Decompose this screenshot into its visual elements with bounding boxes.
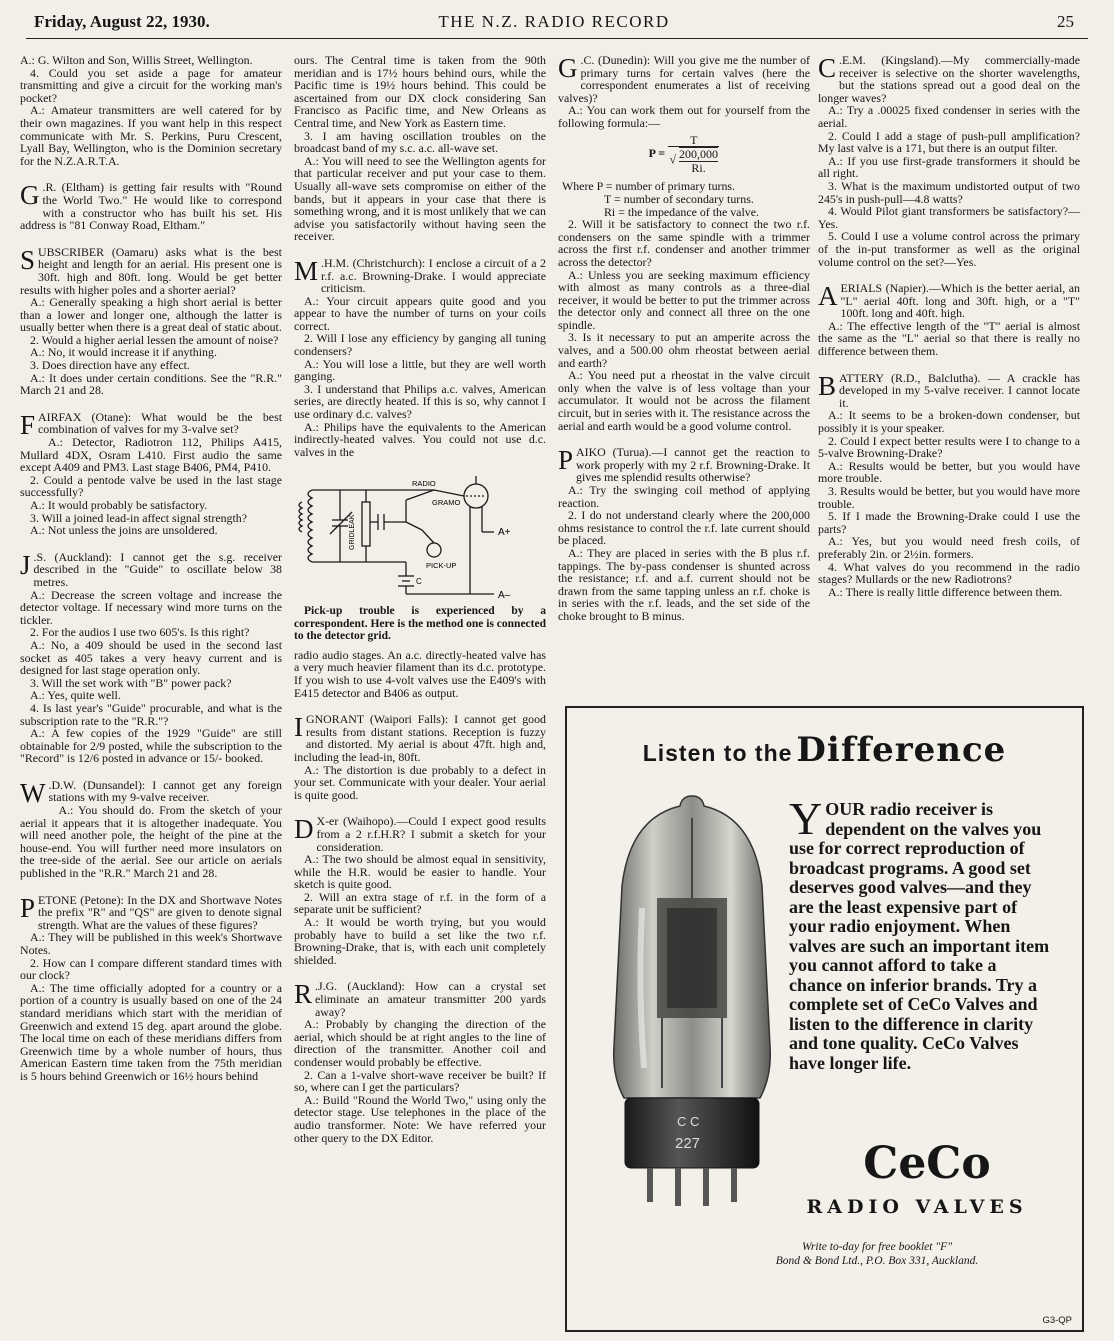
booklet-offer [717, 1240, 1037, 1268]
letter-text: ETONE (Petone): In the DX and Shortwave Notes the prefix "R" and "QS" are given to denote signal strength. What are the values of these figures? [38, 892, 282, 932]
question: 2. Would a higher aerial lessen the amount of noise? [30, 332, 279, 347]
letter-text: .H.M. (Christchurch): I enclose a circuit of a 2 r.f. a.c. Browning-Drake. I would appreciate criticism. [321, 255, 546, 296]
question: 3. Is it necessary to put an amperite across the valves, and a 500.00 ohm rheostat between aerial and earth? [558, 330, 810, 370]
answer: A.: Try the swinging coil method of applying reaction. [558, 483, 810, 510]
battery-entry [818, 372, 1080, 599]
pickup-label: PICK-UP [426, 561, 457, 571]
base-marking: C C [677, 1114, 700, 1129]
question: 3. Results would be better, but you would have more trouble. [818, 484, 1080, 511]
drop-cap: I [294, 712, 303, 743]
subscriber-entry [20, 246, 282, 397]
question: 4. What valves do you recommend in the radio stages? Mullards or the new Radiotrons? [818, 559, 1080, 587]
wilton-entry [20, 54, 282, 167]
js-entry [20, 551, 282, 765]
letter-text: AIRFAX (Otane): What would be the best combination of valves for my 3-valve set? [38, 409, 282, 437]
drop-cap: J [20, 549, 31, 580]
drop-cap: A [818, 281, 838, 312]
question: 4. Could you set aside a page for amateur transmitting and give a circuit for the working man's pocket? [20, 65, 282, 105]
column-3 [558, 54, 810, 623]
question: 3. Does direction have any effect. [30, 358, 190, 373]
drop-cap: P [558, 445, 574, 476]
answer-continued: ours. The Central time is taken from the 90th meridian and is 17½ hours behind ours, while the Pacific time is 19½ hours behind. This could be ascertained from our DX clock considering San Francisco as Pacific time, and New Orleans as Central time, and New York as Eastern time. [294, 53, 546, 130]
mhm-continued [294, 649, 546, 699]
question: 4. Is last year's "Guide" procurable, and what is the subscription rate to the "R.R."? [20, 700, 282, 728]
drop-cap: P [20, 892, 36, 923]
answer: A.: Yes, quite well. [30, 688, 121, 703]
formula-legend [558, 180, 810, 218]
circuit-diagram [294, 472, 546, 602]
question: 3. What is the maximum undistorted output of two 245's in push-pull—4.8 watts? [818, 178, 1080, 206]
ad-drop-cap: Y [789, 793, 823, 844]
gramo-label: GRAMO [432, 498, 461, 508]
legend-line: Ri = the impedance of the valve. [604, 204, 759, 219]
answer: A.: G. Wilton and Son, Willis Street, Wellington. [20, 53, 253, 67]
answer: A.: Detector, Radiotron 112, Philips A415, Mullard 4DX, Osram L410. First audio the same except A409 and PM3. Last stage B406, PM4, P410. [20, 435, 282, 475]
answer: A.: You will need to see the Wellington agents for that particular receiver and put your case to them. Usually all-wave sets compromise on either of the bands, but it appears in your case that there is something wrong, and it is most unlikely that we can advise you satisfactorily without having seen the receiver. [294, 153, 546, 244]
answer: A.: Amateur transmitters are well catered for by their own magazines. If you want help in this respect communicate with Mr. S. Perkins, Puru Crescent, Lyall Bay, Wellington, who is the Dominion secretary for the N.Z.A.R.T.A. [20, 103, 282, 168]
letter-text: ERIALS (Napier).—Which is the better aerial, an "L" aerial 40ft. long and 30ft. high, or a "T" 100ft. long and 40ft. high. [840, 281, 1080, 321]
answer: A.: Probably by changing the direction of the aerial, which should be at right angles to the line of direction of the transmitter. Another coil and condenser would probably be effective. [294, 1017, 546, 1069]
letter-text: .D.W. (Dunsandel): I cannot get any foreign stations with my 9-valve receiver. [48, 777, 282, 805]
column-4 [818, 54, 1080, 598]
question: 3. I am having oscillation troubles on the broadcast band of my s.c. a.c. all-wave set. [294, 128, 546, 156]
question: 2. For the audios I use two 605's. Is this right? [30, 625, 250, 640]
formula-lhs: P = [648, 145, 666, 160]
c-battery-label: C [416, 577, 422, 587]
question: 2. I do not understand clearly where the 200,000 ohms resistance to control the r.f. late current should be placed. [558, 508, 810, 548]
answer: A.: You need put a rheostat in the valve circuit only when the valve is of less voltage than your accumulator. It would not be across the filament circuit, but in series with it. The resistance across the aerial and earth would be a good volume control. [558, 368, 810, 433]
answer: A.: Not unless the joins are unsoldered. [30, 523, 218, 538]
pickup-circuit-figure [294, 472, 546, 642]
headline-listen: Listen to the [642, 740, 793, 766]
letter-text: .C. (Dunedin): Will you give me the number of primary turns for certain valves (here the correspondent enumerates a list of receiving valves)? [558, 53, 810, 105]
letter-text: .J.G. (Auckland): How can a crystal set eliminate an amateur transmitter 200 yards away? [315, 979, 546, 1019]
answer: A.: You will lose a little, but they are well worth ganging. [294, 356, 546, 384]
column-1 [20, 54, 282, 1083]
primary-turns-formula [558, 134, 810, 175]
answer: A.: The two should be almost equal in sensitivity, while the H.R. would be easier to handle. Your sketch is quite good. [294, 852, 546, 892]
question: 2. Could I expect better results were I to change to a 5-valve Browning-Drake? [818, 433, 1080, 461]
mhm-entry [294, 257, 546, 459]
address-line: Bond & Bond Ltd., P.O. Box 331, Auckland. [775, 1255, 979, 1267]
page-number: 25 [1057, 12, 1074, 31]
booklet-line: Write to-day for free booklet "F" [801, 1241, 953, 1253]
ad-body-copy [789, 793, 1051, 1073]
answer: A.: The distortion is due probably to a defect in your set. Communicate with your dealer. Your aerial is quite good. [294, 762, 546, 802]
answer: A.: It does under certain conditions. See the "R.R." March 21 and 28. [20, 370, 282, 398]
tuning-coil [308, 490, 312, 562]
answer: A.: It would be worth trying, but you would probably have to build a set like the two r.f. Browning-Drake, that is, with each unit completely shielded. [294, 915, 546, 967]
formula-numerator: T [668, 134, 719, 148]
letter-text: X-er (Waihopo).—Could I expect good results from a 2 r.f.H.R? I submit a sketch for your consideration. [316, 814, 546, 854]
answer: A.: No, a 409 should be used in the second last socket as 405 takes a very heavy current and is designed for last stage operation only. [20, 637, 282, 678]
drop-cap: F [20, 409, 36, 440]
letter-text: .R. (Eltham) is getting fair results with "Round the World Two." He would like to correspond with a constructor who has built his set. His address is "81 Conway Road, Eltham." [20, 180, 282, 233]
formula-inner-num: 200,000 [679, 147, 719, 162]
question: 2. Will I lose any efficiency by ganging all tuning condensers? [294, 331, 546, 359]
reaction-coil [299, 502, 302, 532]
gr-entry [20, 181, 282, 231]
answer: A.: Results would be better, but you would have more trouble. [818, 458, 1080, 486]
formula-fraction [668, 134, 719, 175]
issue-date: Friday, August 22, 1930. [34, 12, 210, 31]
question: 2. Can a 1-valve short-wave receiver be built? If so, where can I get the particulars? [294, 1067, 546, 1095]
letter-text: ATTERY (R.D., Balclutha). — A crackle has developed in my 5-valve receiver. I cannot locate it. [839, 370, 1080, 410]
a-minus-label: A– [498, 590, 511, 602]
answer: A.: Your circuit appears quite good and you appear to have the number of turns on your coils correct. [294, 293, 546, 333]
drop-cap: G [558, 53, 578, 83]
rjg-entry [294, 980, 546, 1144]
aerials-entry [818, 282, 1080, 358]
drop-cap: C [818, 53, 837, 83]
legend-line: T = number of secondary turns. [604, 191, 754, 206]
formula-inner-den: Ri. [691, 160, 706, 175]
petone-continued [294, 54, 546, 243]
drop-cap: B [818, 370, 837, 401]
answer: A.: Build "Round the World Two," using only the detector stage. Use telephones in the place of the audio transformer. Note: We have referred your other query to the DX Editor. [294, 1092, 546, 1145]
ad-headline [567, 730, 1082, 770]
answer: A.: Yes, but you would need fresh coils, of preferably 2in. or 2½in. formers. [818, 534, 1080, 561]
question: 5. If I made the Browning-Drake could I use the parts? [818, 509, 1080, 536]
question: 2. Could a pentode valve be used in the last stage successfully? [20, 472, 282, 500]
answer: A.: There is really little difference between them. [828, 584, 1063, 599]
wdw-entry [20, 779, 282, 880]
question: 3. Will a joined lead-in affect signal strength? [30, 510, 248, 525]
drop-cap: W [20, 777, 46, 808]
answer: A.: If you use first-grade transformers it should be all right. [818, 153, 1080, 181]
answer: A.: You can work them out for yourself from the following formula:— [558, 103, 810, 130]
publication-title: THE N.Z. RADIO RECORD [438, 12, 670, 31]
question: 5. Could I use a volume control across the primary of the in-put transformer as well as the original volume control on the set?—Yes. [818, 229, 1080, 269]
drop-cap: R [294, 979, 313, 1010]
ceco-advertisement [565, 706, 1084, 1332]
ad-code: G3-QP [1042, 1315, 1072, 1326]
answer-continued: radio audio stages. An a.c. directly-heated valve has a very much heavier filament than its d.c. prototype. If you wish to use 4-volt valves use the E409's with E415 detector and B406 as output. [294, 647, 546, 700]
answer: A.: Try a .00025 fixed condenser in series with the aerial. [818, 103, 1080, 130]
answer: A.: Unless you are seeking maximum efficiency with almost as many controls as a three-dial receiver, it would be better to put the trimmer across the detector only and connect all three on the one spindle. [558, 267, 810, 332]
letter-text: UBSCRIBER (Oamaru) asks what is the best height and length for an aerial. His present one is 30ft. high and 80ft. long. Would be get better results with higher poles and a shorter aerial? [20, 244, 282, 297]
letter-text: .E.M. (Kingsland).—My commercially-made receiver is selective on the shorter wavelengths, but the stations spread out a good deal on the longer waves? [818, 53, 1080, 105]
base-type-number: 227 [675, 1135, 701, 1152]
page-header [34, 10, 1074, 36]
answer: A.: It would probably be satisfactory. [30, 498, 208, 512]
letter-text: GNORANT (Waipori Falls): I cannot get good results from distant stations. Reception is fuzzy and distorted. My aerial is about 47ft. high and, including the lead-in, 80ft. [294, 712, 546, 764]
question: 4. Would Pilot giant transformers be satisfactory?—Yes. [818, 204, 1080, 231]
headline-difference: Difference [796, 730, 1007, 770]
answer: A.: You should do. From the sketch of your aerial it appears that it is altogether inadequate. You will need another pole, the height of the pine at the house-end. You will further need more insulators on the tree-side of the aerial. See our article on aerials published in the "R.R." March 21 and 28. [20, 803, 282, 881]
question: 2. Could I add a stage of push-pull amplification? My last valve is a 171, but there is an output filter. [818, 128, 1080, 156]
gridleak-label: GRIDLEAK [349, 515, 356, 551]
answer: A.: The effective length of the "T" aerial is almost the same as the "L" aerial so that there is really no difference between them. [818, 318, 1080, 359]
dxer-entry [294, 815, 546, 966]
cem-entry [818, 54, 1080, 268]
drop-cap: G [20, 180, 40, 211]
a-plus-label: A+ [498, 527, 511, 539]
question: 3. I understand that Philips a.c. valves, American series, are directly heated. If this is so, why cannot I use ordinary d.c. valves? [294, 381, 546, 422]
drop-cap: M [294, 255, 319, 286]
petone-entry [20, 894, 282, 1083]
answer: A.: Decrease the screen voltage and increase the detector voltage. If necessary wind more turns on the tickler. [20, 587, 282, 627]
answer: A.: Generally speaking a high short aerial is better than a lower and longer one, although the latter is usually better when there is a great deal of static about. [20, 295, 282, 335]
sqrt-sign: √ [669, 152, 677, 167]
question: 2. Will an extra stage of r.f. in the form of a separate unit be sufficient? [294, 889, 546, 917]
question: 3. Will the set work with "B" power pack? [30, 675, 232, 690]
paiko-entry [558, 446, 810, 622]
gc-entry [558, 54, 810, 432]
drop-cap: S [20, 244, 36, 275]
drop-cap: D [294, 814, 314, 845]
answer: A.: They will be published in this week's Shortwave Notes. [20, 930, 282, 957]
radio-label: RADIO [412, 479, 436, 489]
letter-text: .S. (Auckland): I cannot get the s.g. receiver described in the "Guide" to oscillate below 38 metres. [33, 549, 282, 589]
fairfax-entry [20, 411, 282, 537]
question: 2. Will it be satisfactory to connect the two r.f. condensers on the same spindle with a trimmer across the first r.f. condenser and another trimmer across the detector? [558, 217, 810, 269]
figure-caption: Pick-up trouble is experienced by a correspondent. Here is the method one is connected to the detector grid. [294, 605, 546, 643]
brand-subtitle: RADIO VALVES [806, 1196, 1028, 1218]
answer: A.: No, it would increase it if anything. [30, 345, 217, 360]
answer: A.: They are placed in series with the B plus r.f. tappings. The by-pass condenser is shunted across the resistance; r.f. and a.f. current should not be drawn from the same tapping unless an r.f. choke is in series with the r.f. leads, and the set side of the choke brought to B minus. [558, 545, 810, 623]
answer: A.: Philips have the equivalents to the American indirectly-heated valves. You could not use d.c. valves in the [294, 419, 546, 459]
answer: A.: A few copies of the 1929 "Guide" are still obtainable for 2/9 posted, while the subscription to the "Record" is 12/6 posted in advance or 15/- booked. [20, 726, 282, 766]
ignorant-entry [294, 713, 546, 801]
valve-illustration [587, 788, 797, 1218]
letter-text: AIKO (Turua).—I cannot get the reaction to work properly with my 2 r.f. Browning-Drake. It gives me splendid results otherwise? [576, 445, 810, 485]
question: 2. How can I compare different standard times with our clock? [20, 955, 282, 983]
answer: A.: The time officially adopted for a country or a portion of a country is usually based on one of the 24 standard meridians which start with the meridian of Greenwich and extend 15 deg. apart around the globe. The local time on each of these meridians differs from Greenwich time by a whole number of hours, thus American Eastern time taken from the 75th meridian is 5 hours behind Greenwich or 16½ hours behind [20, 980, 282, 1083]
ad-body-text: OUR radio receiver is dependent on the valves you use for correct reproduction of broadcast programs. A good set deserves good valves—and they are the least expensive part of your radio enjoyment. When valves are such an important item you cannot afford to take a chance on inferior brands. Try a complete set of CeCo Valves and listen to the difference in clarity and tone quality. CeCo Valves have longer life. [789, 799, 1050, 1073]
header-rule [26, 38, 1088, 39]
answer: A.: It seems to be a broken-down condenser, but possibly it is your speaker. [818, 408, 1080, 436]
brand-logo: CeCo [863, 1138, 991, 1189]
legend-line: Where P = number of primary turns. [562, 179, 736, 194]
inner-fraction [679, 147, 718, 174]
column-2 [294, 54, 546, 1144]
